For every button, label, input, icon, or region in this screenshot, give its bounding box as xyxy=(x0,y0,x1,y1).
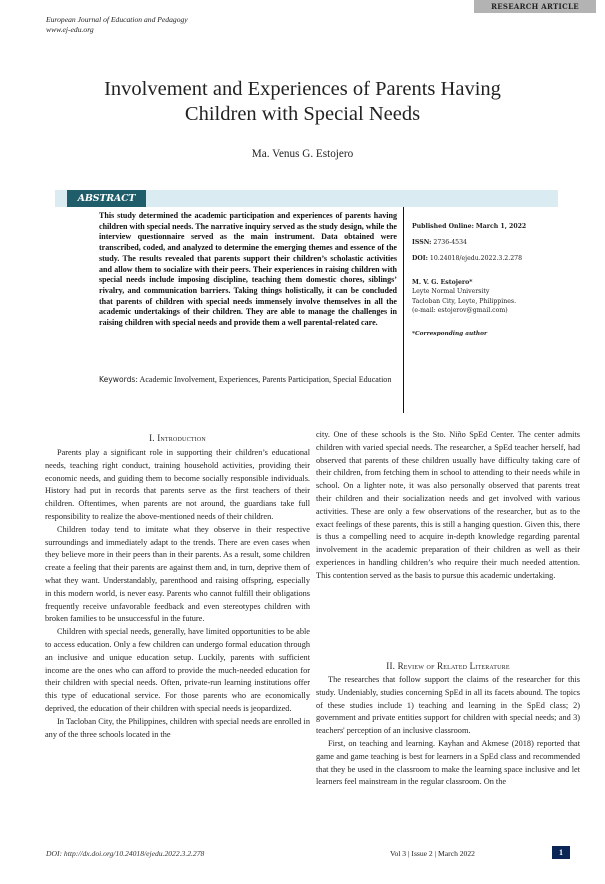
author-email[interactable]: (e-mail: estojerov@gmail.com) xyxy=(412,307,508,315)
paragraph: Parents play a significant role in supporting their children’s educational needs, teaching right conduct, training household activities, providing their economic needs, and guiding them to become socially responsible individuals. History had put in records that parents serve as the first teachers of their children. Oftentimes, when parents are not around, the guardians take full responsibility to realize the above-mentioned needs of their children. xyxy=(45,448,310,521)
author-affiliation-1: Leyte Normal University xyxy=(412,288,490,296)
author-affiliation-2: Tacloban City, Leyte, Philippines. xyxy=(412,297,517,305)
journal-header xyxy=(46,15,188,35)
section-title: Review of Related Literature xyxy=(397,661,510,671)
doi xyxy=(412,254,522,263)
issn xyxy=(412,238,467,247)
author-short-name: M. V. G. Estojero* xyxy=(412,279,473,286)
research-article-badge: RESEARCH ARTICLE xyxy=(474,0,596,13)
sidebar-divider xyxy=(403,207,404,413)
footer-doi-link[interactable]: DOI: http://dx.doi.org/10.24018/ejedu.2022.3.2.278 xyxy=(46,849,205,858)
paragraph: The researches that follow support the claims of the researcher for this study. Undeniably, studies concerning SpEd in all its facets abound. The topics of these studies include 1) teaching and learning in the SpEd class; 2) government and private entities support for children with special needs; and 3) teachers' perception of an inclusive classroom. xyxy=(316,675,580,736)
title-line-1: Involvement and Experiences of Parents Having xyxy=(104,78,501,100)
paragraph: In Tacloban City, the Philippines, children with special needs are enrolled in any of the three schools located in the xyxy=(45,716,310,739)
paragraph: First, on teaching and learning. Kayhan and Akmese (2018) reported that game and game teaching is best for learners in a SpEd class and recommended that they be used in the classroom to make the learning space inclusive and let learners feel mainstream in the regular classroom. On the xyxy=(316,738,580,787)
footer-volume-info: Vol 3 | Issue 2 | March 2022 xyxy=(390,849,475,858)
author-info xyxy=(412,278,516,316)
section-number: I. xyxy=(149,433,155,443)
doi-label: DOI: xyxy=(412,255,428,262)
section-title: Introduction xyxy=(157,433,206,443)
journal-url[interactable]: www.ej-edu.org xyxy=(46,25,94,34)
page-number: 1 xyxy=(552,846,570,859)
doi-value[interactable]: 10.24018/ejedu.2022.3.2.278 xyxy=(429,255,522,262)
right-column-intro xyxy=(316,429,580,583)
paragraph: Children today tend to imitate what they observe in their respective surroundings and immediately adapt to the trends. There are even cases when they believe more in their peers than in their parents. As a result, some children create a feeling that their parents are against them and, in turn, deprive them of what they want. Understandably, parenthood and raising offspring, especially in this modern world, is never easy. Parents who cannot fulfill their obligations frequently receive unfavorable feedback and even stereotypes children with broken families to be unsuccessful in the future. xyxy=(45,524,310,624)
issn-value: 2736-4534 xyxy=(433,239,467,246)
section-number: II. xyxy=(386,661,396,671)
issn-label: ISSN: xyxy=(412,239,432,246)
corresponding-author-note: *Corresponding author xyxy=(412,331,488,337)
title-line-2: Children with Special Needs xyxy=(184,103,421,125)
article-author: Ma. Venus G. Estojero xyxy=(251,148,354,160)
paragraph: Children with special needs, generally, have limited opportunities to be able to access education. Only a few children can undergo formal education through an inclusive and unique education setup. Luckily, parents with sufficient income are the ones who can afford to provide the much-needed education for their children with special needs. Often, private-run learning institutions offer this type of educational service. For those parents who are economically deprived, the education of their children with special needs is jeopardized. xyxy=(45,627,310,713)
abstract-label: ABSTRACT xyxy=(67,190,146,207)
article-title xyxy=(0,77,605,127)
journal-name: European Journal of Education and Pedagogy xyxy=(46,15,188,24)
section-heading-literature xyxy=(316,661,580,671)
keywords-list: Academic Involvement, Experiences, Parents Participation, Special Education xyxy=(139,375,392,384)
published-label: Published Online: xyxy=(412,223,474,230)
keywords-label: Keywords: xyxy=(99,375,138,384)
left-column xyxy=(45,447,310,741)
section-heading-introduction xyxy=(45,433,310,443)
keywords xyxy=(99,375,397,386)
abstract-text: This study determined the academic participation and experiences of parents having children with special needs. The narrative inquiry served as the study design, while the interview questionnaire served as the main instrument. Data obtained were transcribed, coded, and analyzed to determine the emerging themes and essence of the study. The results revealed that parents support their children’s scholastic activities and allow them to socialize with their peers. Their experiences in raising children with special needs include imposing discipline, teaching them domestic chores, siblings’ rivalry, and communication barriers. Taking things holistically, it can be concluded that parents of children with special needs immensely involve themselves in all the academic undertakings of their children. They are able to manage the challenges in raising children with special needs and provide them a well parental-related care. xyxy=(99,211,397,328)
right-column-literature xyxy=(316,674,580,789)
published-value: March 1, 2022 xyxy=(475,223,527,230)
paragraph: city. One of these schools is the Sto. Niño SpEd Center. The center admits children with varied special needs. The researcher, a SpEd teacher herself, had observed that parents of these children usually have difficulty taking care of their children, from fetching them in school to attending to their needs while in school. On a lighter note, it was also personally observed that parents treat their children and their socialization needs and get involved with various activities. These are only a few observations of the researcher, but as to the exact feelings of these parents, this is still a hanging question. Given this, there is thus a compelling need to acquire in-depth knowledge regarding parental involvement in the academic preparation of their children as well as their experiences in handling children’s who require their much needed attention. This contention served as the basis to pursue this academic undertaking. xyxy=(316,430,580,580)
published-online xyxy=(412,222,526,231)
